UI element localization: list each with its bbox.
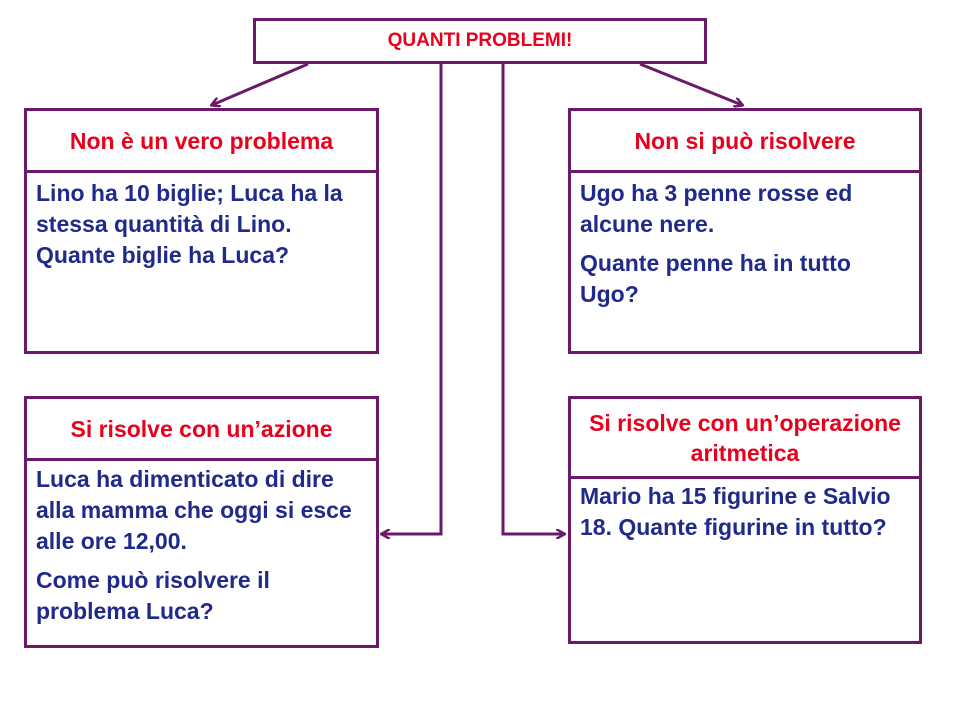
card-solve-with-action — [24, 396, 379, 648]
card-heading: Si risolve con un’azione — [27, 399, 376, 461]
arrow-to-card-3 — [382, 64, 441, 534]
card-body — [571, 178, 919, 310]
arrow-to-card-1 — [212, 64, 308, 105]
card-solve-with-operation — [568, 396, 922, 644]
card-heading: Non è un vero problema — [27, 111, 376, 173]
card-text: Mario ha 15 figurine e Salvio 18. Quante figurine in tutto? — [580, 483, 891, 540]
card-body — [27, 178, 376, 271]
card-text: Lino ha 10 biglie; Luca ha la stessa quantità di Lino. Quante biglie ha Luca? — [36, 180, 343, 268]
diagram-title: QUANTI PROBLEMI! — [253, 18, 707, 64]
card-body — [27, 464, 376, 627]
card-text: Quante penne ha in tutto Ugo? — [580, 250, 851, 307]
card-heading: Si risolve con un’operazione aritmetica — [571, 399, 919, 479]
card-cannot-solve — [568, 108, 922, 354]
arrow-to-card-2 — [640, 64, 742, 105]
card-text: Come può risolvere il problema Luca? — [36, 567, 270, 624]
card-body — [571, 481, 919, 543]
card-heading: Non si può risolvere — [571, 111, 919, 173]
arrow-to-card-4 — [503, 64, 564, 534]
card-text: Ugo ha 3 penne rosse ed alcune nere. — [580, 180, 853, 237]
card-text: Luca ha dimenticato di dire alla mamma che oggi si esce alle ore 12,00. — [36, 466, 352, 554]
card-not-real-problem — [24, 108, 379, 354]
